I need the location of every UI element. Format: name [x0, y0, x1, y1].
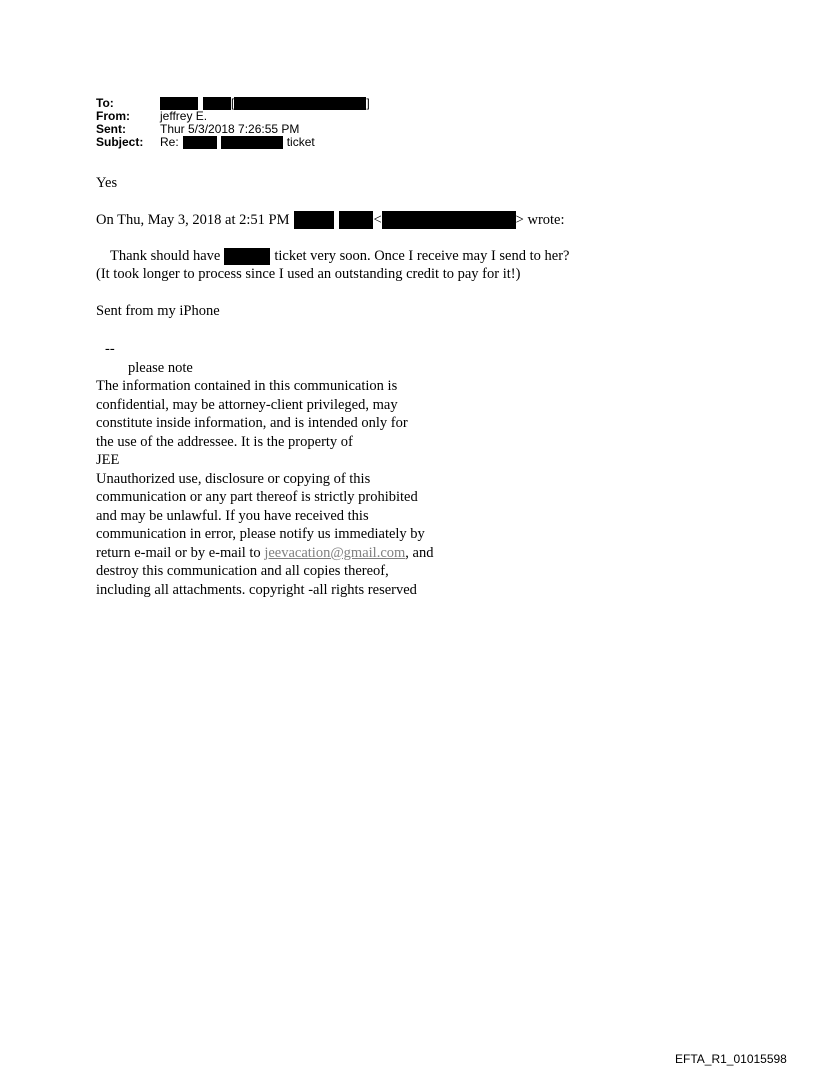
disclaimer-line: and may be unlawful. If you have received this: [96, 507, 369, 524]
disclaimer-line: constitute inside information, and is intended only for: [96, 415, 408, 431]
redaction-block: [234, 97, 366, 110]
redaction-block: [203, 97, 231, 110]
quoted-message: [96, 247, 569, 283]
sent-value: Thur 5/3/2018 7:26:55 PM: [160, 122, 300, 136]
document-id: EFTA_R1_01015598: [675, 1052, 787, 1066]
redaction-block: [382, 211, 516, 229]
to-row: [96, 97, 370, 110]
quote-intro-prefix: On Thu, May 3, 2018 at 2:51 PM: [96, 211, 290, 228]
sent-label: Sent:: [96, 122, 126, 136]
disclaimer-line: JEE: [96, 452, 120, 468]
subject-suffix: ticket: [286, 135, 315, 149]
quote-line1-suffix: ticket very soon. Once I receive may I send to her?: [274, 248, 570, 264]
email-link[interactable]: jeevacation@gmail.com: [264, 544, 406, 561]
disclaimer-line: confidential, may be attorney-client privileged, may: [96, 396, 398, 413]
quoted-line-2: (It took longer to process since I used an outstanding credit to pay for it!): [96, 266, 521, 282]
quoted-line-1: [96, 247, 569, 265]
email-header: [96, 97, 370, 149]
disclaimer-email-line: [96, 544, 433, 563]
disclaimer-line: destroy this communication and all copies thereof,: [96, 563, 389, 579]
from-value: jeffrey E.: [160, 109, 208, 123]
subject-prefix: Re:: [160, 135, 179, 149]
to-open-bracket: [: [231, 96, 235, 110]
quote-intro-lt: <: [373, 211, 382, 228]
redaction-block: [221, 136, 283, 149]
disclaimer-line: the use of the addressee. It is the property of: [96, 433, 353, 450]
disclaimer-line: The information contained in this communication is: [96, 378, 398, 394]
subject-label: Subject:: [96, 135, 144, 149]
disclaimer-line: Unauthorized use, disclosure or copying of this: [96, 470, 371, 487]
subject-row: [96, 136, 370, 149]
disclaimer-note: please note: [128, 359, 193, 376]
redaction-block: [339, 211, 373, 229]
disclaimer: [96, 340, 433, 599]
to-label: To:: [96, 96, 114, 110]
quote-intro-suffix: > wrote:: [515, 211, 565, 228]
reply-text: Yes: [96, 175, 118, 191]
email-line-suffix: , and: [405, 544, 434, 561]
signature: Sent from my iPhone: [96, 303, 220, 319]
redaction-block: [183, 136, 217, 149]
quote-intro: [96, 211, 565, 229]
redaction-block: [294, 211, 334, 229]
redaction-block: [224, 248, 270, 265]
disclaimer-line: including all attachments. copyright -all rights reserved: [96, 581, 417, 598]
email-line-prefix: return e-mail or by e-mail to: [96, 544, 265, 561]
disclaimer-line: communication or any part thereof is strictly prohibited: [96, 489, 418, 505]
quote-line1-prefix: Thank should have: [110, 248, 221, 264]
disclaimer-dash: --: [105, 341, 115, 357]
disclaimer-line: communication in error, please notify us immediately by: [96, 526, 425, 542]
from-label: From:: [96, 109, 130, 123]
to-close-bracket: ]: [366, 96, 370, 110]
